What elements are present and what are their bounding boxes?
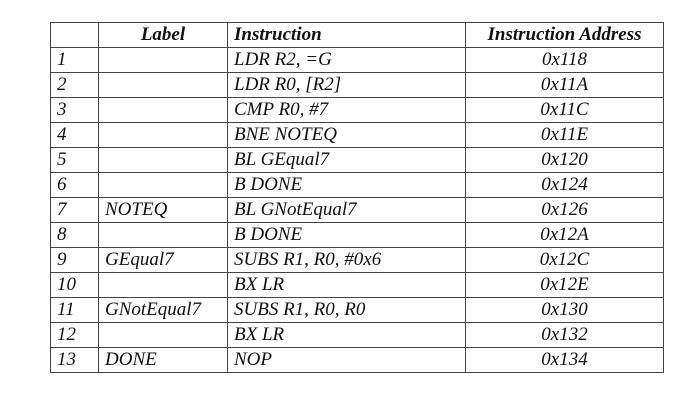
label-cell	[99, 323, 228, 348]
row-number-cell: 1	[51, 48, 99, 73]
table-row	[51, 223, 664, 248]
row-number-cell: 10	[51, 273, 99, 298]
label-cell	[99, 123, 228, 148]
instruction-cell: B DONE	[228, 223, 466, 248]
instruction-table	[50, 22, 664, 373]
address-cell: 0x12A	[466, 223, 664, 248]
table-row	[51, 198, 664, 223]
label-cell	[99, 98, 228, 123]
instruction-cell: BX LR	[228, 273, 466, 298]
table-row	[51, 298, 664, 323]
table-row	[51, 98, 664, 123]
instruction-cell: CMP R0, #7	[228, 98, 466, 123]
address-cell: 0x12E	[466, 273, 664, 298]
row-number-cell: 6	[51, 173, 99, 198]
address-cell: 0x130	[466, 298, 664, 323]
table-row	[51, 248, 664, 273]
row-number-cell: 4	[51, 123, 99, 148]
row-number-cell: 8	[51, 223, 99, 248]
row-number-cell: 11	[51, 298, 99, 323]
table-row	[51, 123, 664, 148]
header-num	[51, 23, 99, 48]
label-cell: GNotEqual7	[99, 298, 228, 323]
header-instruction: Instruction	[228, 23, 466, 48]
instruction-cell: BX LR	[228, 323, 466, 348]
address-cell: 0x11A	[466, 73, 664, 98]
instruction-cell: BNE NOTEQ	[228, 123, 466, 148]
address-cell: 0x12C	[466, 248, 664, 273]
address-cell: 0x120	[466, 148, 664, 173]
table-row	[51, 73, 664, 98]
label-cell	[99, 48, 228, 73]
instruction-cell: BL GNotEqual7	[228, 198, 466, 223]
table-row	[51, 273, 664, 298]
row-number-cell: 7	[51, 198, 99, 223]
address-cell: 0x118	[466, 48, 664, 73]
table-row	[51, 48, 664, 73]
table-body	[51, 48, 664, 373]
address-cell: 0x124	[466, 173, 664, 198]
instruction-cell: BL GEqual7	[228, 148, 466, 173]
address-cell: 0x134	[466, 348, 664, 373]
address-cell: 0x132	[466, 323, 664, 348]
instruction-cell: LDR R2, =G	[228, 48, 466, 73]
label-cell	[99, 148, 228, 173]
label-cell	[99, 173, 228, 198]
address-cell: 0x11E	[466, 123, 664, 148]
row-number-cell: 12	[51, 323, 99, 348]
instruction-cell: NOP	[228, 348, 466, 373]
instruction-cell: SUBS R1, R0, R0	[228, 298, 466, 323]
table-row	[51, 323, 664, 348]
label-cell: NOTEQ	[99, 198, 228, 223]
table-row	[51, 348, 664, 373]
address-cell: 0x126	[466, 198, 664, 223]
row-number-cell: 5	[51, 148, 99, 173]
label-cell	[99, 223, 228, 248]
row-number-cell: 13	[51, 348, 99, 373]
label-cell: GEqual7	[99, 248, 228, 273]
label-cell: DONE	[99, 348, 228, 373]
table-row	[51, 173, 664, 198]
label-cell	[99, 273, 228, 298]
label-cell	[99, 73, 228, 98]
row-number-cell: 9	[51, 248, 99, 273]
row-number-cell: 3	[51, 98, 99, 123]
instruction-cell: LDR R0, [R2]	[228, 73, 466, 98]
row-number-cell: 2	[51, 73, 99, 98]
header-address: Instruction Address	[466, 23, 664, 48]
header-label: Label	[99, 23, 228, 48]
address-cell: 0x11C	[466, 98, 664, 123]
instruction-cell: SUBS R1, R0, #0x6	[228, 248, 466, 273]
table-row	[51, 148, 664, 173]
instruction-cell: B DONE	[228, 173, 466, 198]
header-row	[51, 23, 664, 48]
